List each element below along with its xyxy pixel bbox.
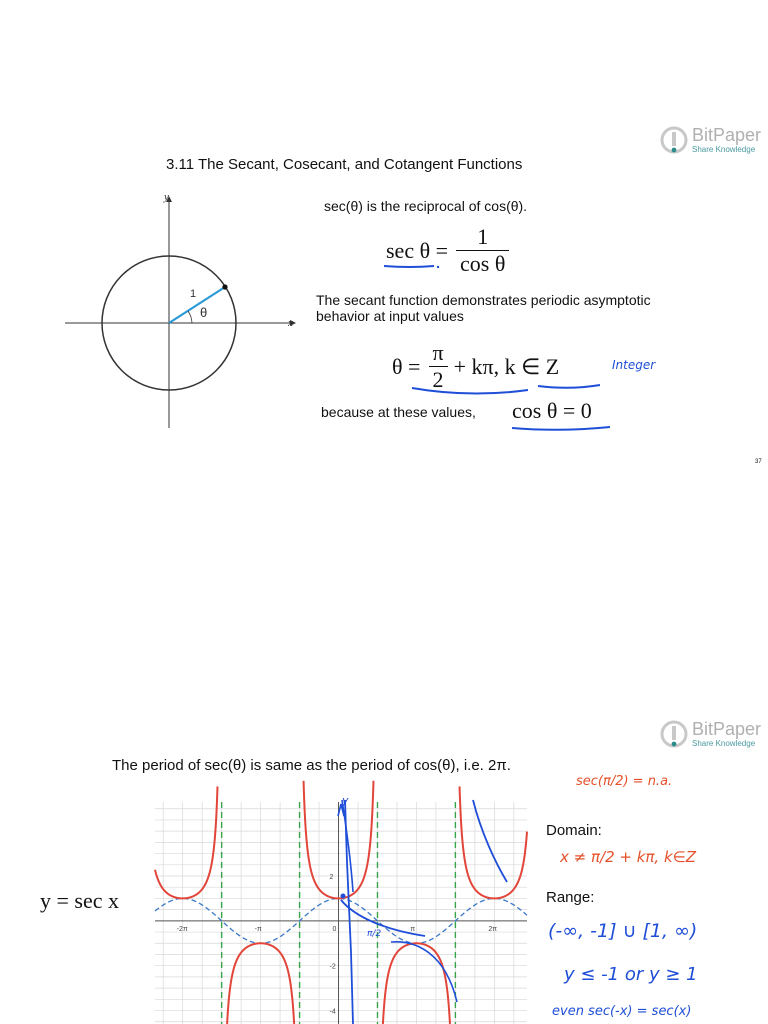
handwritten-y-label: y xyxy=(342,794,349,807)
secant-graph xyxy=(155,794,527,1024)
eq2-lhs: θ = xyxy=(392,353,421,379)
angle-label: θ xyxy=(200,305,208,320)
circle-y-label: y xyxy=(164,191,169,203)
page-number: 37 xyxy=(755,459,762,465)
eq1-numerator: 1 xyxy=(477,224,489,249)
reciprocal-text: sec(θ) is the reciprocal of cos(θ). xyxy=(324,198,528,214)
angle-arc xyxy=(188,311,192,323)
graph-axes xyxy=(155,802,527,1024)
range-value: (-∞, -1] ∪ [1, ∞) xyxy=(548,920,698,942)
bitpaper-logo-icon xyxy=(660,126,688,154)
x-tick-label: π xyxy=(410,925,416,933)
circle-point xyxy=(222,284,227,289)
eq2-rest: + kπ, k ∈ Z xyxy=(453,353,560,379)
x-tick-label: 2π xyxy=(488,925,498,933)
radius-line xyxy=(169,287,225,323)
domain-label: Domain: xyxy=(546,822,602,839)
cos-zero-equation: cos θ = 0 xyxy=(512,398,592,423)
sec-pi-half-note: sec(π/2) = n.a. xyxy=(576,774,673,789)
handwritten-integer: Integer xyxy=(612,358,656,372)
eq2-numerator: π xyxy=(432,340,444,365)
periodic-text: The secant function demonstrates periodic asymptotic behavior at input values xyxy=(316,292,651,324)
eq1-fraction xyxy=(456,224,509,277)
cos-zero-underline xyxy=(510,424,614,434)
graph-tick-labels xyxy=(177,874,498,1016)
eq2-denominator: 2 xyxy=(429,366,448,393)
even-function-note: even sec(-x) = sec(x) xyxy=(552,1004,692,1019)
sec-underline-annotation xyxy=(382,262,442,270)
graph-grid xyxy=(155,802,527,1024)
bitpaper-logo-2 xyxy=(660,720,761,748)
secant-function-label: y = sec x xyxy=(40,888,119,913)
x-tick-label: 0 xyxy=(332,925,337,933)
x-tick-label: -2π xyxy=(176,925,188,933)
secant-curve xyxy=(155,781,527,1024)
logo-name: BitPaper xyxy=(692,719,762,739)
slide-title-2: The period of sec(θ) is same as the period of cos(θ), i.e. 2π. xyxy=(112,757,511,774)
domain-value: x ≠ π/2 + kπ, k∈Z xyxy=(560,848,696,866)
x-tick-label: -π xyxy=(254,925,262,933)
handwritten-graph-annotations xyxy=(338,800,507,1024)
eq1-denominator: cos θ xyxy=(456,250,509,277)
slide-2 xyxy=(0,512,768,1024)
range-label: Range: xyxy=(546,889,595,906)
because-text: because at these values, xyxy=(321,404,476,420)
eq1-lhs: sec θ = xyxy=(386,237,449,263)
slide-title: 3.11 The Secant, Cosecant, and Cotangent Functions xyxy=(166,156,523,173)
logo-name: BitPaper xyxy=(692,125,762,145)
handwritten-pi-half-label: π/2 xyxy=(367,929,382,939)
circle-x-label: x xyxy=(288,317,293,329)
y-tick-label: -2 xyxy=(329,963,336,971)
bitpaper-logo-icon xyxy=(660,720,688,748)
logo-tagline: Share Knowledge xyxy=(692,145,756,154)
logo-tagline: Share Knowledge xyxy=(692,739,756,748)
y-tick-label: 2 xyxy=(329,874,334,881)
unit-circle-diagram xyxy=(60,190,300,430)
radius-label: 1 xyxy=(190,288,197,300)
y-tick-label: -4 xyxy=(329,1008,336,1016)
bitpaper-logo xyxy=(660,126,761,154)
range-inequality: y ≤ -1 or y ≥ 1 xyxy=(564,964,698,985)
